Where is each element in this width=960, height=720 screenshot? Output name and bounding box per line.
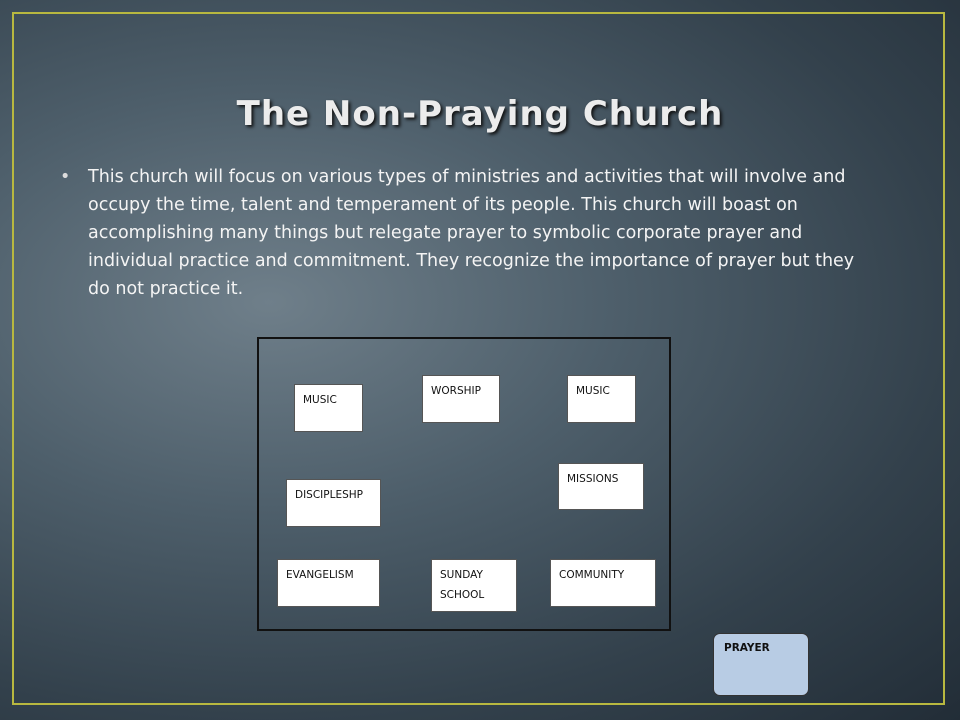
ministry-box-music-2: MUSIC bbox=[567, 375, 636, 423]
ministry-box-discipleship: DISCIPLESHP bbox=[286, 479, 381, 527]
bullet-point bbox=[60, 163, 880, 303]
bullet-marker: • bbox=[60, 167, 71, 187]
ministries-diagram bbox=[257, 337, 671, 631]
ministry-box-evangelism: EVANGELISM bbox=[277, 559, 380, 607]
ministry-box-worship: WORSHIP bbox=[422, 375, 500, 423]
slide-title: The Non-Praying Church bbox=[236, 94, 724, 134]
ministry-box-community: COMMUNITY bbox=[550, 559, 656, 607]
prayer-box: PRAYER bbox=[713, 633, 809, 696]
bullet-text: This church will focus on various types of ministries and activities that will involve and occupy the time, talent and temperament of its people. This church will boast on accomplishing many things but relegate prayer to symbolic corporate prayer and individual practice and commitment. They recognize the importance of prayer but they do not practice it. bbox=[88, 167, 855, 299]
ministry-box-missions: MISSIONS bbox=[558, 463, 644, 510]
ministry-box-music: MUSIC bbox=[294, 384, 363, 432]
ministry-box-sunday-school: SUNDAY SCHOOL bbox=[431, 559, 517, 612]
